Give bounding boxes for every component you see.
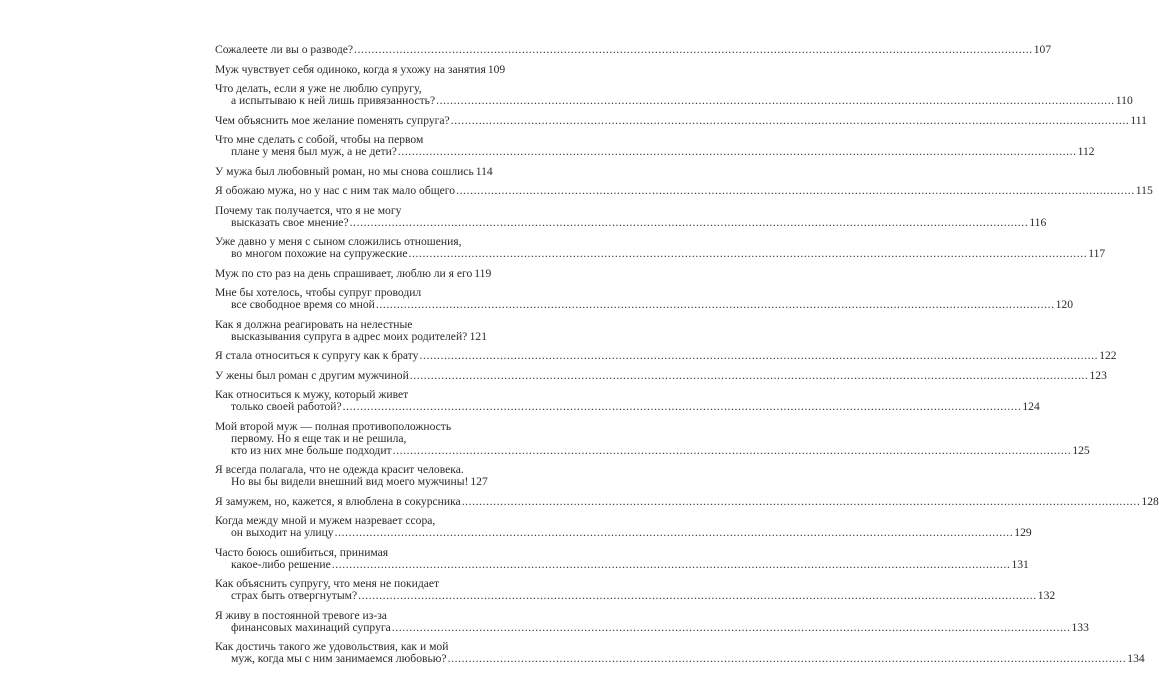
toc-entry-text: Что делать, если я уже не люблю супругу, [215, 83, 487, 95]
toc-entry-text: Когда между мной и мужем назревает ссора, [215, 515, 487, 527]
toc-entry-text: высказывания супруга в адрес моих родителей? [231, 331, 467, 343]
toc-entry [215, 515, 487, 539]
toc-entry-text: во многом похожие на супружеские [231, 248, 408, 260]
toc-entry-row [215, 331, 487, 343]
toc-entry-text: страх быть отвергнутым? [231, 590, 357, 602]
toc-entry [215, 83, 487, 107]
toc-entry-text: Чем объяснить мое желание поменять супруга? [215, 115, 450, 127]
toc-entry-text: Как относиться к мужу, который живет [215, 389, 487, 401]
toc-entry [215, 641, 487, 665]
toc-entry [215, 44, 487, 56]
toc-entry [215, 287, 487, 311]
toc-entry-row [215, 476, 487, 488]
toc-entry-row [215, 496, 487, 508]
page-number: 128 [1141, 496, 1158, 508]
toc-entry-row [215, 166, 487, 178]
toc-entry [215, 236, 487, 260]
page-number: 107 [1034, 44, 1051, 56]
toc-entry-text: муж, когда мы с ним занимаемся любовью? [231, 653, 447, 665]
toc-entry-text: он выходит на улицу [231, 527, 334, 539]
toc-entry-row [215, 401, 487, 413]
dot-leader [419, 350, 1098, 362]
dot-leader [436, 95, 1115, 107]
toc-entry [215, 185, 487, 197]
toc-entry [215, 350, 487, 362]
toc-entry-row [215, 44, 487, 56]
page-number: 117 [1088, 248, 1105, 260]
page-number: 132 [1038, 590, 1055, 602]
page-number: 116 [1029, 217, 1046, 229]
toc-entry [215, 64, 487, 76]
toc-entry-text: какое-либо решение [231, 559, 331, 571]
dot-leader [393, 445, 1072, 457]
toc-entry [215, 578, 487, 602]
toc-entry-row [215, 95, 487, 107]
page-number: 131 [1011, 559, 1028, 571]
toc-entry-text: первому. Но я еще так и не решила, [215, 433, 487, 445]
toc-entry-text: Мой второй муж — полная противоположность [215, 421, 487, 433]
page-number: 123 [1089, 370, 1106, 382]
dot-leader [410, 370, 1089, 382]
toc-entry-text: только своей работой? [231, 401, 342, 413]
page-number: 109 [488, 64, 505, 76]
toc-entry-row [215, 185, 487, 197]
dot-leader [462, 496, 1141, 508]
toc-entry-row [215, 653, 487, 665]
toc-entry-row [215, 115, 487, 127]
toc-entry [215, 389, 487, 413]
toc-entry [215, 496, 487, 508]
table-of-contents [215, 44, 487, 673]
dot-leader [398, 146, 1077, 158]
page-number: 125 [1072, 445, 1089, 457]
dot-leader [354, 44, 1033, 56]
toc-entry [215, 115, 487, 127]
dot-leader [409, 248, 1088, 260]
toc-entry [215, 268, 487, 280]
toc-entry [215, 205, 487, 229]
toc-entry-text: Как достичь такого же удовольствия, как и мой [215, 641, 487, 653]
page-number: 124 [1022, 401, 1039, 413]
page-number: 120 [1056, 299, 1073, 311]
toc-entry-text: а испытываю к ней лишь привязанность? [231, 95, 435, 107]
toc-entry-text: плане у меня был муж, а не дети? [231, 146, 397, 158]
toc-entry-text: Почему так получается, что я не могу [215, 205, 487, 217]
toc-entry-row [215, 590, 487, 602]
toc-entry-text: Я стала относиться к супругу как к брату [215, 350, 418, 362]
toc-entry-row [215, 622, 487, 634]
page-number: 129 [1014, 527, 1031, 539]
page-number: 127 [470, 476, 487, 488]
page-number: 111 [1130, 115, 1147, 127]
toc-entry-row [215, 445, 487, 457]
dot-leader [392, 622, 1071, 634]
toc-entry-text: Я всегда полагала, что не одежда красит человека. [215, 464, 487, 476]
dot-leader [448, 653, 1127, 665]
dot-leader [456, 185, 1135, 197]
toc-entry-text: Я живу в постоянной тревоге из-за [215, 610, 487, 622]
page-number: 115 [1136, 185, 1153, 197]
toc-entry-text: высказать свое мнение? [231, 217, 349, 229]
toc-entry [215, 421, 487, 457]
toc-entry-text: Но вы бы видели внешний вид моего мужчины! [231, 476, 468, 488]
toc-entry-text: Я замужем, но, кажется, я влюблена в сокурсника [215, 496, 461, 508]
page-number: 121 [470, 331, 487, 343]
toc-entry-text: Часто боюсь ошибиться, принимая [215, 547, 487, 559]
dot-leader [343, 401, 1022, 413]
toc-entry-row [215, 64, 487, 76]
toc-entry-text: Мне бы хотелось, чтобы супруг проводил [215, 287, 487, 299]
toc-entry-text: Уже давно у меня с сыном сложились отношения, [215, 236, 487, 248]
toc-entry [215, 166, 487, 178]
toc-entry-row [215, 350, 487, 362]
toc-entry-text: кто из них мне больше подходит [231, 445, 392, 457]
toc-entry-row [215, 559, 487, 571]
page-number: 112 [1078, 146, 1095, 158]
dot-leader [350, 217, 1029, 229]
toc-entry-text: Муж по сто раз на день спрашивает, люблю ли я его [215, 268, 472, 280]
dot-leader [335, 527, 1014, 539]
toc-entry [215, 610, 487, 634]
toc-entry [215, 134, 487, 158]
toc-entry-text: У мужа был любовный роман, но мы снова сошлись [215, 166, 474, 178]
toc-entry-text: Муж чувствует себя одиноко, когда я ухожу на занятия [215, 64, 486, 76]
page-number: 133 [1071, 622, 1088, 634]
dot-leader [332, 559, 1011, 571]
page-number: 114 [476, 166, 493, 178]
dot-leader [451, 115, 1130, 127]
toc-entry-row [215, 217, 487, 229]
toc-entry-text: Как объяснить супругу, что меня не покидает [215, 578, 487, 590]
toc-entry-text: все свободное время со мной [231, 299, 375, 311]
toc-entry-row [215, 299, 487, 311]
toc-entry-row [215, 248, 487, 260]
toc-entry-row [215, 146, 487, 158]
dot-leader [358, 590, 1037, 602]
toc-entry [215, 370, 487, 382]
toc-entry-row [215, 370, 487, 382]
toc-entry-row [215, 527, 487, 539]
toc-entry [215, 319, 487, 343]
toc-entry-text: У жены был роман с другим мужчиной [215, 370, 409, 382]
toc-entry-text: Сожалеете ли вы о разводе? [215, 44, 353, 56]
page-number: 122 [1099, 350, 1116, 362]
toc-entry-text: финансовых махинаций супруга [231, 622, 391, 634]
page-number: 119 [474, 268, 491, 280]
toc-entry [215, 464, 487, 488]
toc-entry [215, 547, 487, 571]
toc-entry-text: Я обожаю мужа, но у нас с ним так мало общего [215, 185, 455, 197]
dot-leader [376, 299, 1055, 311]
toc-entry-text: Как я должна реагировать на нелестные [215, 319, 487, 331]
toc-entry-text: Что мне сделать с собой, чтобы на первом [215, 134, 487, 146]
page-number: 110 [1116, 95, 1133, 107]
page-number: 134 [1127, 653, 1144, 665]
toc-entry-row [215, 268, 487, 280]
